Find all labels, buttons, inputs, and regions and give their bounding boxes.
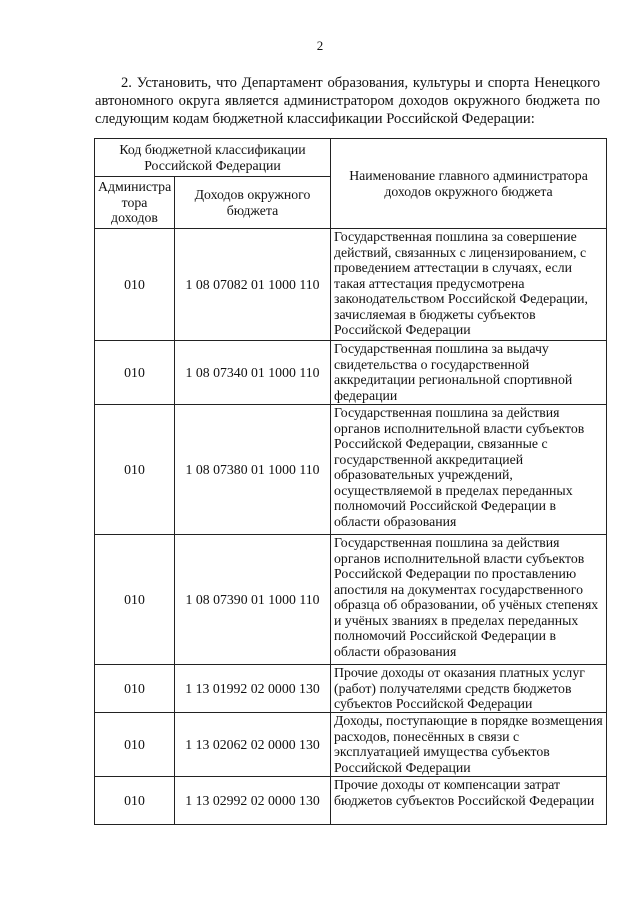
header-administrator-name: Наименование главного администратора доходов окружного бюджета <box>331 139 607 229</box>
table-row <box>95 341 607 405</box>
admin-code-cell: 010 <box>95 777 175 825</box>
table-row <box>95 713 607 777</box>
income-name-cell: Государственная пошлина за совершение действий, связанных с лицензированием, с проведением аттестации в случаях, если такая аттестация предусмотрена законодательством Российской Федерации, зачисляемая в бюджеты субъектов Российской Федерации <box>331 229 607 341</box>
admin-code-cell: 010 <box>95 341 175 405</box>
income-name-cell: Государственная пошлина за выдачу свидетельства о государственной аккредитации региональной спортивной федерации <box>331 341 607 405</box>
income-code-cell: 1 08 07380 01 1000 110 <box>175 405 331 535</box>
table-row <box>95 405 607 535</box>
admin-code-cell: 010 <box>95 405 175 535</box>
intro-paragraph: 2. Установить, что Департамент образования, культуры и спорта Ненецкого автономного округа является администратором доходов окружного бюджета по следующим кодам бюджетной классификации Российской Федерации: <box>95 75 600 127</box>
page-number: 2 <box>316 38 324 53</box>
admin-code-cell: 010 <box>95 535 175 665</box>
header-income-code: Доходов окружного бюджета <box>175 177 331 229</box>
income-code-cell: 1 08 07340 01 1000 110 <box>175 341 331 405</box>
income-code-cell: 1 08 07390 01 1000 110 <box>175 535 331 665</box>
budget-classification-table <box>94 138 607 825</box>
income-name-cell: Доходы, поступающие в порядке возмещения расходов, понесённых в связи с эксплуатацией имущества субъектов Российской Федерации <box>331 713 607 777</box>
table-row <box>95 665 607 713</box>
admin-code-cell: 010 <box>95 713 175 777</box>
income-code-cell: 1 08 07082 01 1000 110 <box>175 229 331 341</box>
income-name-cell: Прочие доходы от компенсации затрат бюджетов субъектов Российской Федерации <box>331 777 607 825</box>
header-administrator-code: Администра тора доходов <box>95 177 175 229</box>
admin-code-cell: 010 <box>95 229 175 341</box>
income-code-cell: 1 13 01992 02 0000 130 <box>175 665 331 713</box>
table-row <box>95 777 607 825</box>
header-classification-code: Код бюджетной классификации Российской Федерации <box>95 139 331 177</box>
table-row <box>95 535 607 665</box>
income-name-cell: Прочие доходы от оказания платных услуг (работ) получателями средств бюджетов субъектов Российской Федерации <box>331 665 607 713</box>
income-code-cell: 1 13 02062 02 0000 130 <box>175 713 331 777</box>
table-row <box>95 229 607 341</box>
admin-code-cell: 010 <box>95 665 175 713</box>
income-name-cell: Государственная пошлина за действия органов исполнительной власти субъектов Российской Федерации по проставлению апостиля на документах государственного образца об образовании, об учёных степенях и учёных званиях в пределах переданных полномочий Российской Федерации в области образования <box>331 535 607 665</box>
income-code-cell: 1 13 02992 02 0000 130 <box>175 777 331 825</box>
income-name-cell: Государственная пошлина за действия органов исполнительной власти субъектов Российской Федерации, связанные с государственной аккредитацией образовательных учреждений, осуществляемой в пределах переданных полномочий Российской Федерации в области образования <box>331 405 607 535</box>
